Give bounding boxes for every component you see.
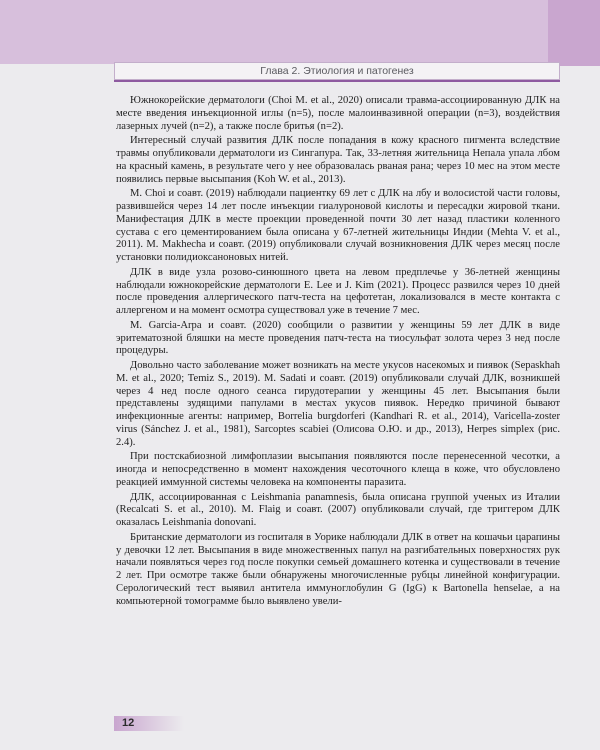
paragraph-7: При постскабиозной лимфоплазии высыпания появляются после перенесенной чесотки, а иногда и непосредственно в момент нахождения чесоточного клеща в коже, что обусловлено реакцией иммунной системы человека на компоненты паразита. bbox=[116, 451, 560, 488]
side-color-tab bbox=[548, 0, 600, 66]
paragraph-2: Интересный случай развития ДЛК после попадания в кожу красного пигмента вследствие травмы опубликовали дерматологи из Сингапура. Так, 33-летняя жительница Непала упала лбом на красный камень, в результате чего у нее образовалась рваная рана; через 10 мес на этом месте появились первые высыпания (Koh W. et al., 2013). bbox=[116, 135, 560, 185]
top-color-band bbox=[0, 0, 600, 64]
paragraph-1: Южнокорейские дерматологи (Choi M. et al., 2020) описали травма-ассоциированную ДЛК на месте введения инъекционной иглы (n=5), после малоинвазивной операции (n=3), воздействия лазерных лучей (n=2), а также после бритья (n=2). bbox=[116, 95, 560, 132]
paragraph-4: ДЛК в виде узла розово-синюшного цвета на левом предплечье у 36-летней женщины наблюдали южнокорейские дерматологи E. Lee и J. Kim (2021). Процесс развился через 10 дней после проведения аллергического патч-теста на цефотетан, локализовался в месте контакта с аллергеном и на момент осмотра существовал уже в течение 7 мес. bbox=[116, 266, 560, 316]
page-body bbox=[116, 95, 560, 610]
header-rule bbox=[114, 80, 560, 82]
paragraph-6: Довольно часто заболевание может возникать на месте укусов насекомых и пиявок (Sepaskhah M. et al., 2020; Temiz S., 2019). M. Sadati и соавт. (2019) опубликовали случай ДЛК, возникшей через 4 нед после одного сеанса гирудотерапии у женщины 45 лет. Высыпания были представлены зудящими папулами в местах укусов пиявок. Нередко причиной бывают инфекционные агенты: например, Borrelia burgdorferi (Kandhari R. et al., 2014), Varicella-zoster virus (Sánchez J. et al., 1981), Sarcoptes scabiei (Олисова О.Ю. и др., 2013), Herpes simplex (рис. 2.4). bbox=[116, 360, 560, 448]
page-number: 12 bbox=[122, 717, 135, 729]
paragraph-5: M. Garcia-Arpa и соавт. (2020) сообщили о развитии у женщины 59 лет ДЛК в виде эритематозной бляшки на месте проведения патч-теста на тиосульфат золота через 3 нед после процедуры. bbox=[116, 319, 560, 357]
chapter-title: Глава 2. Этиология и патогенез bbox=[260, 65, 414, 77]
chapter-header bbox=[114, 62, 560, 80]
paragraph-9: Британские дерматологи из госпиталя в Уорике наблюдали ДЛК в ответ на кошачьи царапины у девочки 12 лет. Высыпания в виде множественных папул на разгибательных поверхностях рук начали появляться через год после покупки семьей домашнего котенка и существовали в течение 2 лет. При осмотре также были обнаружены многочисленные рубцы линейной конфигурации. Серологический тест выявил антитела иммуноглобулин G (IgG) к Bartonella henselae, а на компьютерной томограмме было выявлено увели- bbox=[116, 531, 560, 607]
paragraph-8: ДЛК, ассоциированная с Leishmania panamnesis, была описана группой ученых из Италии (Recalcati S. et al., 2010). M. Flaig и соавт. (2007) опубликовали случай, где триггером ДЛК оказалась Leishmania donovani. bbox=[116, 491, 560, 528]
paragraph-3: M. Choi и соавт. (2019) наблюдали пациентку 69 лет с ДЛК на лбу и волосистой части головы, развившейся через 14 лет после инъекции гиалуроновой кислоты и пересадки жировой ткани. Манифестация ДЛК в месте проекции проведенной почти 30 лет назад пластики коленного сустава с его цементированием была описана у 67-летней жительницы Индии (Mehta V. et al., 2011). M. Makhecha и соавт. (2019) опубликовали случай возникновения ДЛК через месяц после установки полидиоксаноновых нитей. bbox=[116, 188, 560, 263]
